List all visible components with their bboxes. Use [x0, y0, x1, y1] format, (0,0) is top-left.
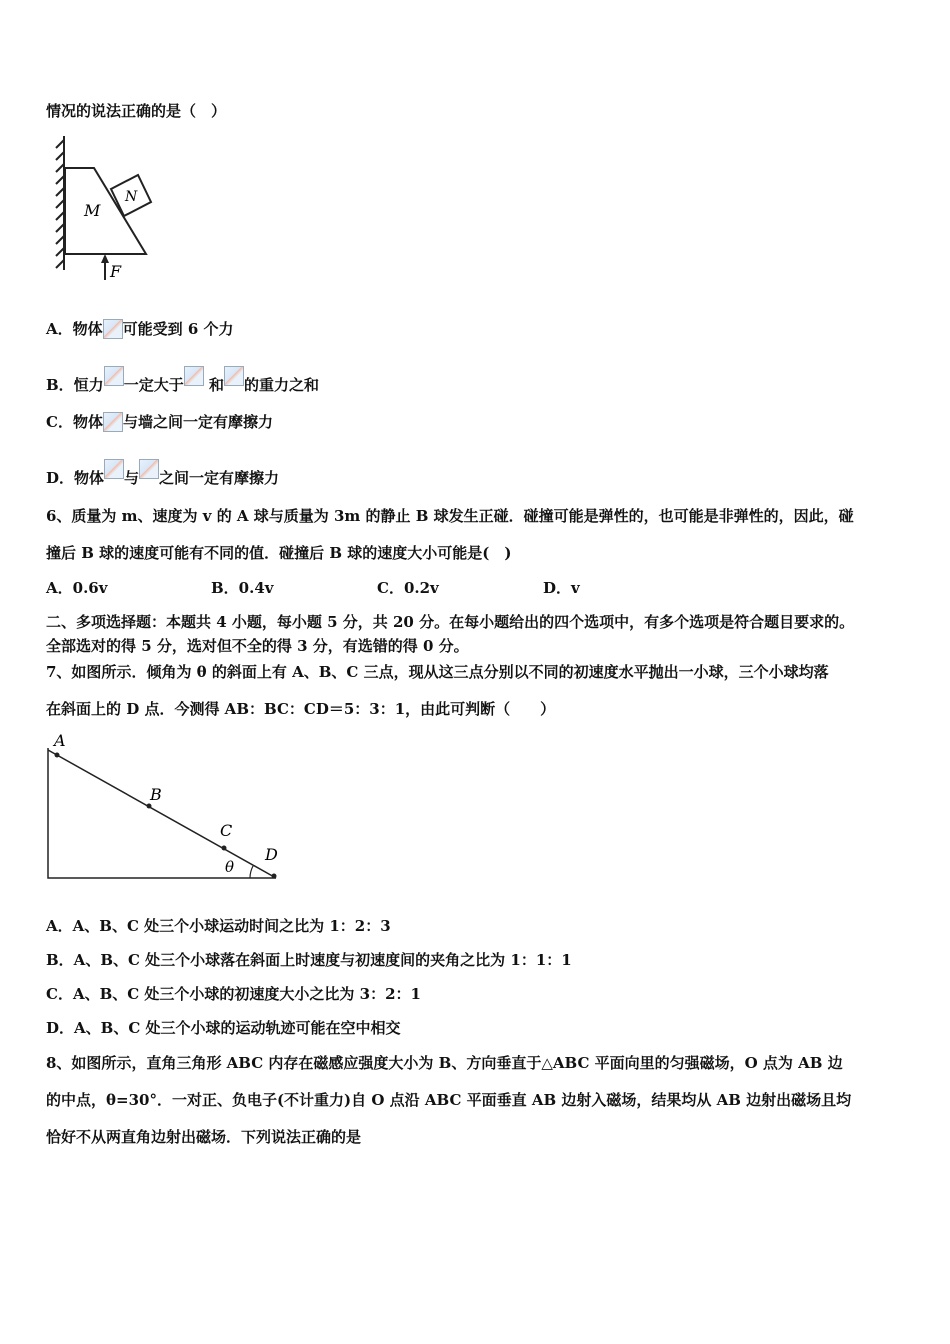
q6-option-d: D．v: [543, 579, 580, 597]
q7-line-1: 7、如图所示．倾角为 θ 的斜面上有 A、B、C 三点，现从这三点分别以不同的初速度水平抛出一小球，三个小球均落: [46, 663, 829, 681]
option-c: C．物体 与墙之间一定有摩擦力: [46, 413, 273, 431]
label-m: M: [84, 201, 101, 220]
option-a: A．物体 可能受到 6 个力: [46, 320, 234, 338]
wall: [56, 136, 64, 270]
q6-line-2: 撞后 B 球的速度可能有不同的值．碰撞后 B 球的速度大小可能是( ): [46, 544, 512, 562]
section2-line-2: 全部选对的得 5 分，选对但不全的得 3 分，有选错的得 0 分。: [46, 637, 469, 655]
image-placeholder-icon: [103, 412, 123, 432]
figure-incline: [44, 728, 284, 884]
section2-line-1: 二、多项选择题：本题共 4 小题，每小题 5 分，共 20 分。在每小题给出的四个选项中，有多个选项是符合题目要求的。: [46, 613, 855, 631]
q6-option-c: C．0.2v: [377, 579, 439, 597]
label-theta: θ: [225, 858, 235, 876]
label-n: N: [125, 189, 138, 205]
q7-option-b: B．A、B、C 处三个小球落在斜面上时速度与初速度间的夹角之比为 1：1：1: [46, 951, 572, 969]
q6-option-a: A．0.6v: [46, 579, 108, 597]
q7-option-a: A．A、B、C 处三个小球运动时间之比为 1：2：3: [46, 917, 391, 935]
label-a: A: [54, 731, 66, 750]
q7-option-d: D．A、B、C 处三个小球的运动轨迹可能在空中相交: [46, 1019, 401, 1037]
q8-line-1: 8、如图所示，直角三角形 ABC 内存在磁感应强度大小为 B、方向垂直于△ABC 平面向里的匀强磁场，O 点为 AB 边: [46, 1054, 843, 1072]
option-b: B．恒力 一定大于 和 的重力之和: [46, 366, 319, 395]
q6-options: [46, 578, 646, 598]
point-a: [55, 753, 60, 758]
image-placeholder-icon: [104, 366, 124, 386]
option-d: D．物体 与 之间一定有摩擦力: [46, 459, 279, 488]
point-c: [222, 846, 227, 851]
image-placeholder-icon: [104, 459, 124, 479]
q8-line-2: 的中点，θ=30°．一对正、负电子(不计重力)自 O 点沿 ABC 平面垂直 AB 边射入磁场，结果均从 AB 边射出磁场且均: [46, 1091, 852, 1109]
q6-line-1: 6、质量为 m、速度为 v 的 A 球与质量为 3m 的静止 B 球发生正碰．碰撞可能是弹性的，也可能是非弹性的，因此，碰: [46, 507, 854, 525]
q6-option-b: B．0.4v: [211, 579, 274, 597]
image-placeholder-icon: [103, 319, 123, 339]
label-f: F: [110, 262, 122, 280]
label-c: C: [220, 821, 233, 840]
figure-block-wall: [50, 132, 160, 280]
force-arrow-head: [101, 254, 109, 263]
q8-line-3: 恰好不从两直角边射出磁场．下列说法正确的是: [46, 1128, 362, 1146]
label-b: B: [150, 785, 162, 804]
angle-arc: [250, 866, 253, 878]
point-d: [272, 874, 277, 879]
image-placeholder-icon: [184, 366, 204, 386]
label-d: D: [265, 845, 278, 864]
image-placeholder-icon: [139, 459, 159, 479]
image-placeholder-icon: [224, 366, 244, 386]
incline-slope: [48, 750, 276, 878]
q7-option-c: C．A、B、C 处三个小球的初速度大小之比为 3：2：1: [46, 985, 421, 1003]
point-b: [147, 804, 152, 809]
q7-line-2: 在斜面上的 D 点．今测得 AB：BC：CD＝5：3：1，由此可判断（ ）: [46, 700, 556, 718]
question-intro: 情况的说法正确的是（ ）: [46, 102, 227, 120]
